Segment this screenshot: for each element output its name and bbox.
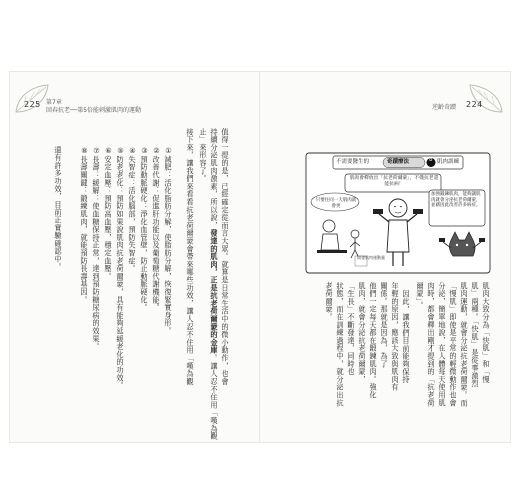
page-number-right: 224 [466,100,483,109]
text-column-left-1: 值得一提的是，已經確定從而言大眾。就算是日常生活中的微小動作，也會 [221,128,230,386]
speech-bubble-left: 只要往同一大肌肉就會更 [315,198,357,209]
banner-highlight: 奇蹟療法 [387,159,410,165]
speech-bubble-top: 肌肉會釋放出「抗老荷爾蒙」，不僅抗老還能抗病！ [349,176,439,187]
list-item-effect-6: ⑥安定血壓：預防高血壓，穩定血壓。 [104,146,113,281]
text-column-right-9: 年輕的原因，應該大致與肌肉有 [391,282,400,392]
text-column-right-13: 「生長」不斷發達，同時也 [347,282,356,376]
text-column-right-8: 因此，讓我們目前能夠保持 [402,290,411,384]
text-column-right-1: 肌肉大致分為「快肌」和「慢 [482,282,491,384]
list-item-effect-4: ④失智症：活化腦部，預防失智症。 [128,146,137,273]
text-column-right-14: 狀態，而在訓練過程中，就分泌出抗 [336,282,345,407]
running-header-right: 逆齡奇蹟 [432,104,457,111]
list-item-effect-7: ⑦長壽：緩解：使血糖保持正常，達到預防糖尿病的效果。 [92,146,101,351]
leaf-ornament-right [466,82,506,116]
text-column-right-3: 肌肉運動，就會分泌抗老荷爾蒙。而 [460,282,469,407]
illustration-muscle-training [305,152,491,274]
text-column-left-closing: 還有許多功效，目前正實驗確認中。 [54,146,63,271]
running-header-left: 回春抗老──第5倍能刺激肌肉的運動 [46,107,142,114]
emphasis-text: 發達的肌肉，正是抗老荷爾蒙的金庫 [210,229,219,355]
text-column-right-10: 關係。那就是因為，為了 [380,282,389,368]
banner-badge: 8 [429,157,433,163]
banner-text-prefix: 不需要醫生的 [336,159,370,165]
text-column-right-7: 爾蒙」。 [416,282,425,310]
list-item-effect-8: ⑧長壽關鍵：鍛練肌肉，就能預防長壽基因。 [80,146,89,304]
list-item-effect-3: ③預防動脈硬化：淨化血管壁，防止動脈硬化。 [140,146,149,312]
page-number-left: 225 [24,100,41,109]
text-column-right-6: 肉時，都會釋出剛才提到的「抗老荷 [427,282,436,407]
text-column-right-11: 他們一定每天都在鍛鍊肌肉。強化 [369,282,378,399]
text-column-right-4: 「慢肌」即使是平常的輕微動作也會 [449,282,458,407]
text-column-left-3: 止」來形容了。 [199,128,208,183]
page-gutter [259,72,260,442]
list-item-effect-1: ①減肥：活化脂肪分解，使脂肪分解，恢復緊實身形。 [164,146,173,335]
text-column-right-2: 肌」兩種。「快肌」是從事激烈 [471,282,480,388]
text-column-right-12: 肌肉，就會分泌抗老荷爾蒙， [358,282,367,384]
text-column-right-15: 老荷爾蒙。 [325,282,334,321]
chapter-label: 第7章 [46,99,62,106]
text-column-left-4: 接下來，讓我們來看看抗老荷爾蒙會帶來哪些功效，讓人忍不住用「嘆為觀 [186,128,195,386]
speech-bubble-right: 加強鍛鍊肌肉，能夠讓肌肉就會分泌抗老荷爾蒙，並藉因此改善許多病症。 [431,192,481,209]
text-column-left-2: 持續分泌肌肉激素，所以說，發達的肌肉，正是抗老荷爾蒙的金庫。讓人忍不住用「嘆為觀 [210,128,219,441]
banner-text-suffix: 肌肉訓練 [437,159,460,165]
list-item-effect-2: ②改善代謝：促進肝功能以及葡萄糖代謝機能。 [152,146,161,312]
text-column-right-5: 分泌，簡單地說，在人體每天使用肌 [438,282,447,407]
list-item-effect-5: ⑤防老老化：預防如果說肌肉抗老荷爾蒙，具有能夠延緩老化的功效。 [116,146,125,390]
walker-note: 開發肌肉運動量 [357,255,385,260]
